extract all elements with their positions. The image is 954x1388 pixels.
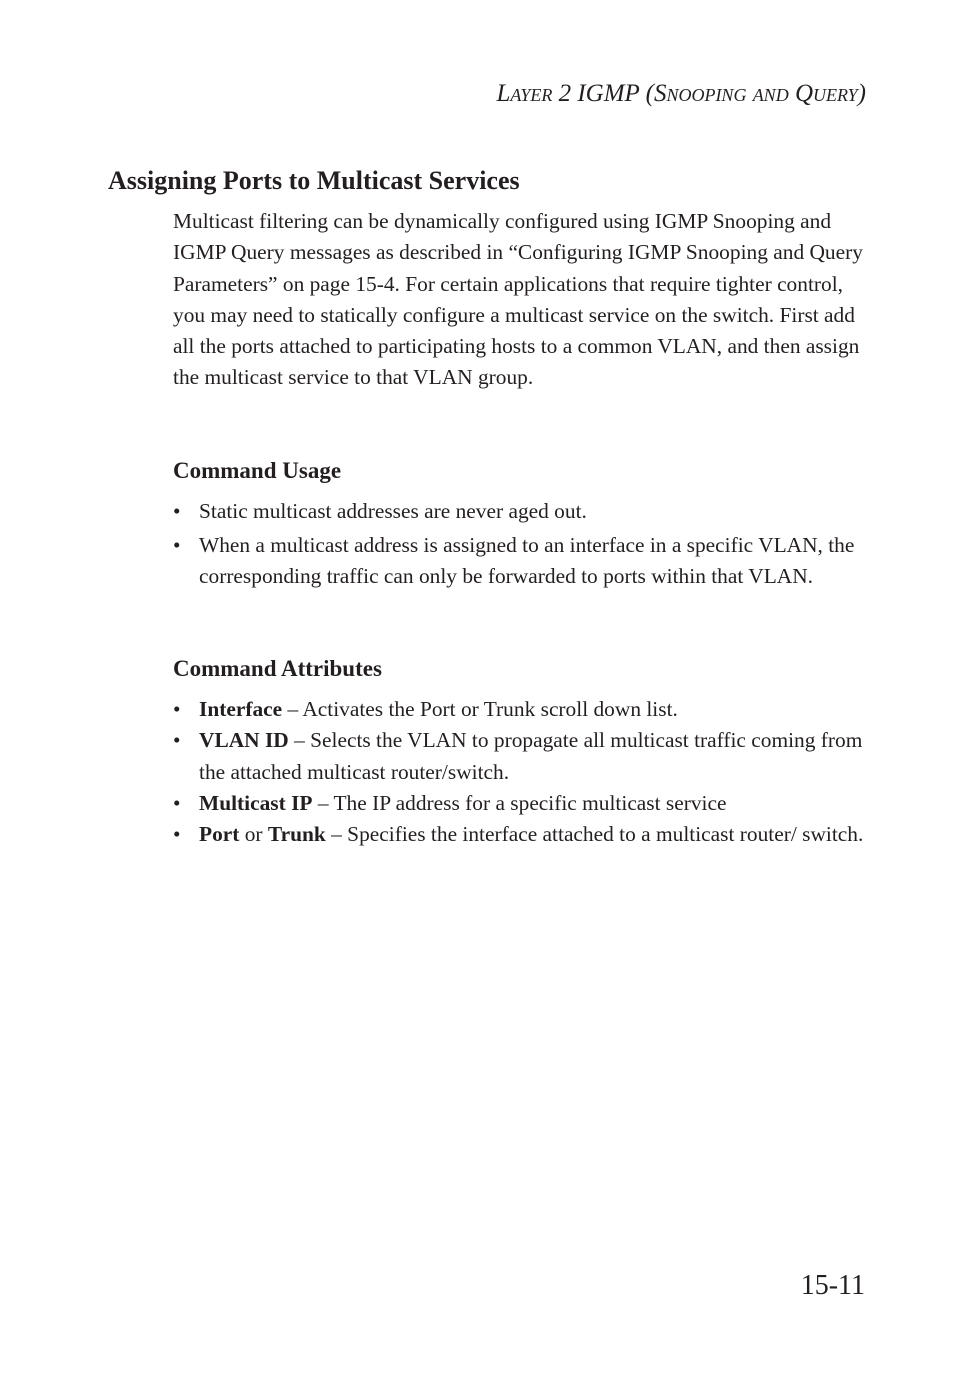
bullet-icon: •: [173, 822, 181, 847]
list-item: [173, 694, 873, 725]
bullet-icon: •: [173, 499, 181, 523]
command-attributes-heading: Command Attributes: [173, 656, 382, 681]
list-item-text: Static multicast addresses are never aged out.: [199, 499, 587, 523]
attribute-term: VLAN ID: [199, 728, 289, 753]
attribute-joiner: or: [239, 822, 268, 847]
bullet-icon: •: [173, 532, 181, 557]
attribute-description: – The IP address for a specific multicast service: [312, 790, 727, 815]
attribute-term: Port: [199, 822, 240, 847]
list-item: [173, 530, 873, 593]
command-usage-list: [173, 496, 873, 595]
running-header: Layer 2 IGMP (Snooping and Query): [496, 80, 866, 107]
command-attributes-list: [173, 694, 873, 850]
attribute-description: – Selects the VLAN to propagate all multicast traffic coming from the attached multicast router/switch.: [199, 728, 863, 784]
bullet-icon: •: [173, 697, 181, 721]
attribute-term: Multicast IP: [199, 790, 313, 815]
attribute-description: – Specifies the interface attached to a multicast router/ switch.: [325, 822, 864, 847]
command-usage-heading: Command Usage: [173, 458, 342, 483]
section-title: Assigning Ports to Multicast Services: [108, 166, 520, 195]
list-item: [173, 725, 873, 788]
attribute-description: – Activates the Port or Trunk scroll down list.: [282, 697, 678, 721]
attribute-term: Trunk: [267, 822, 326, 847]
list-item-text: When a multicast address is assigned to an interface in a specific VLAN, the corresponding traffic can only be forwarded to ports within that VLAN.: [199, 532, 855, 589]
list-item: [173, 496, 873, 527]
page-number: 15-11: [800, 1270, 865, 1301]
intro-paragraph: Multicast filtering can be dynamically configured using IGMP Snooping and IGMP Query messages as described in “Configuring IGMP Snooping and Query Parameters” on page 15-4. For certain applications that require tighter control, you may need to statically configure a multicast service on the switch. First add all the ports attached to participating hosts to a common VLAN, and then assign the multicast service to that VLAN group.: [173, 209, 863, 390]
list-item: [173, 788, 873, 819]
bullet-icon: •: [173, 728, 181, 753]
attribute-term: Interface: [199, 697, 283, 721]
bullet-icon: •: [173, 790, 181, 815]
list-item: [173, 819, 873, 850]
